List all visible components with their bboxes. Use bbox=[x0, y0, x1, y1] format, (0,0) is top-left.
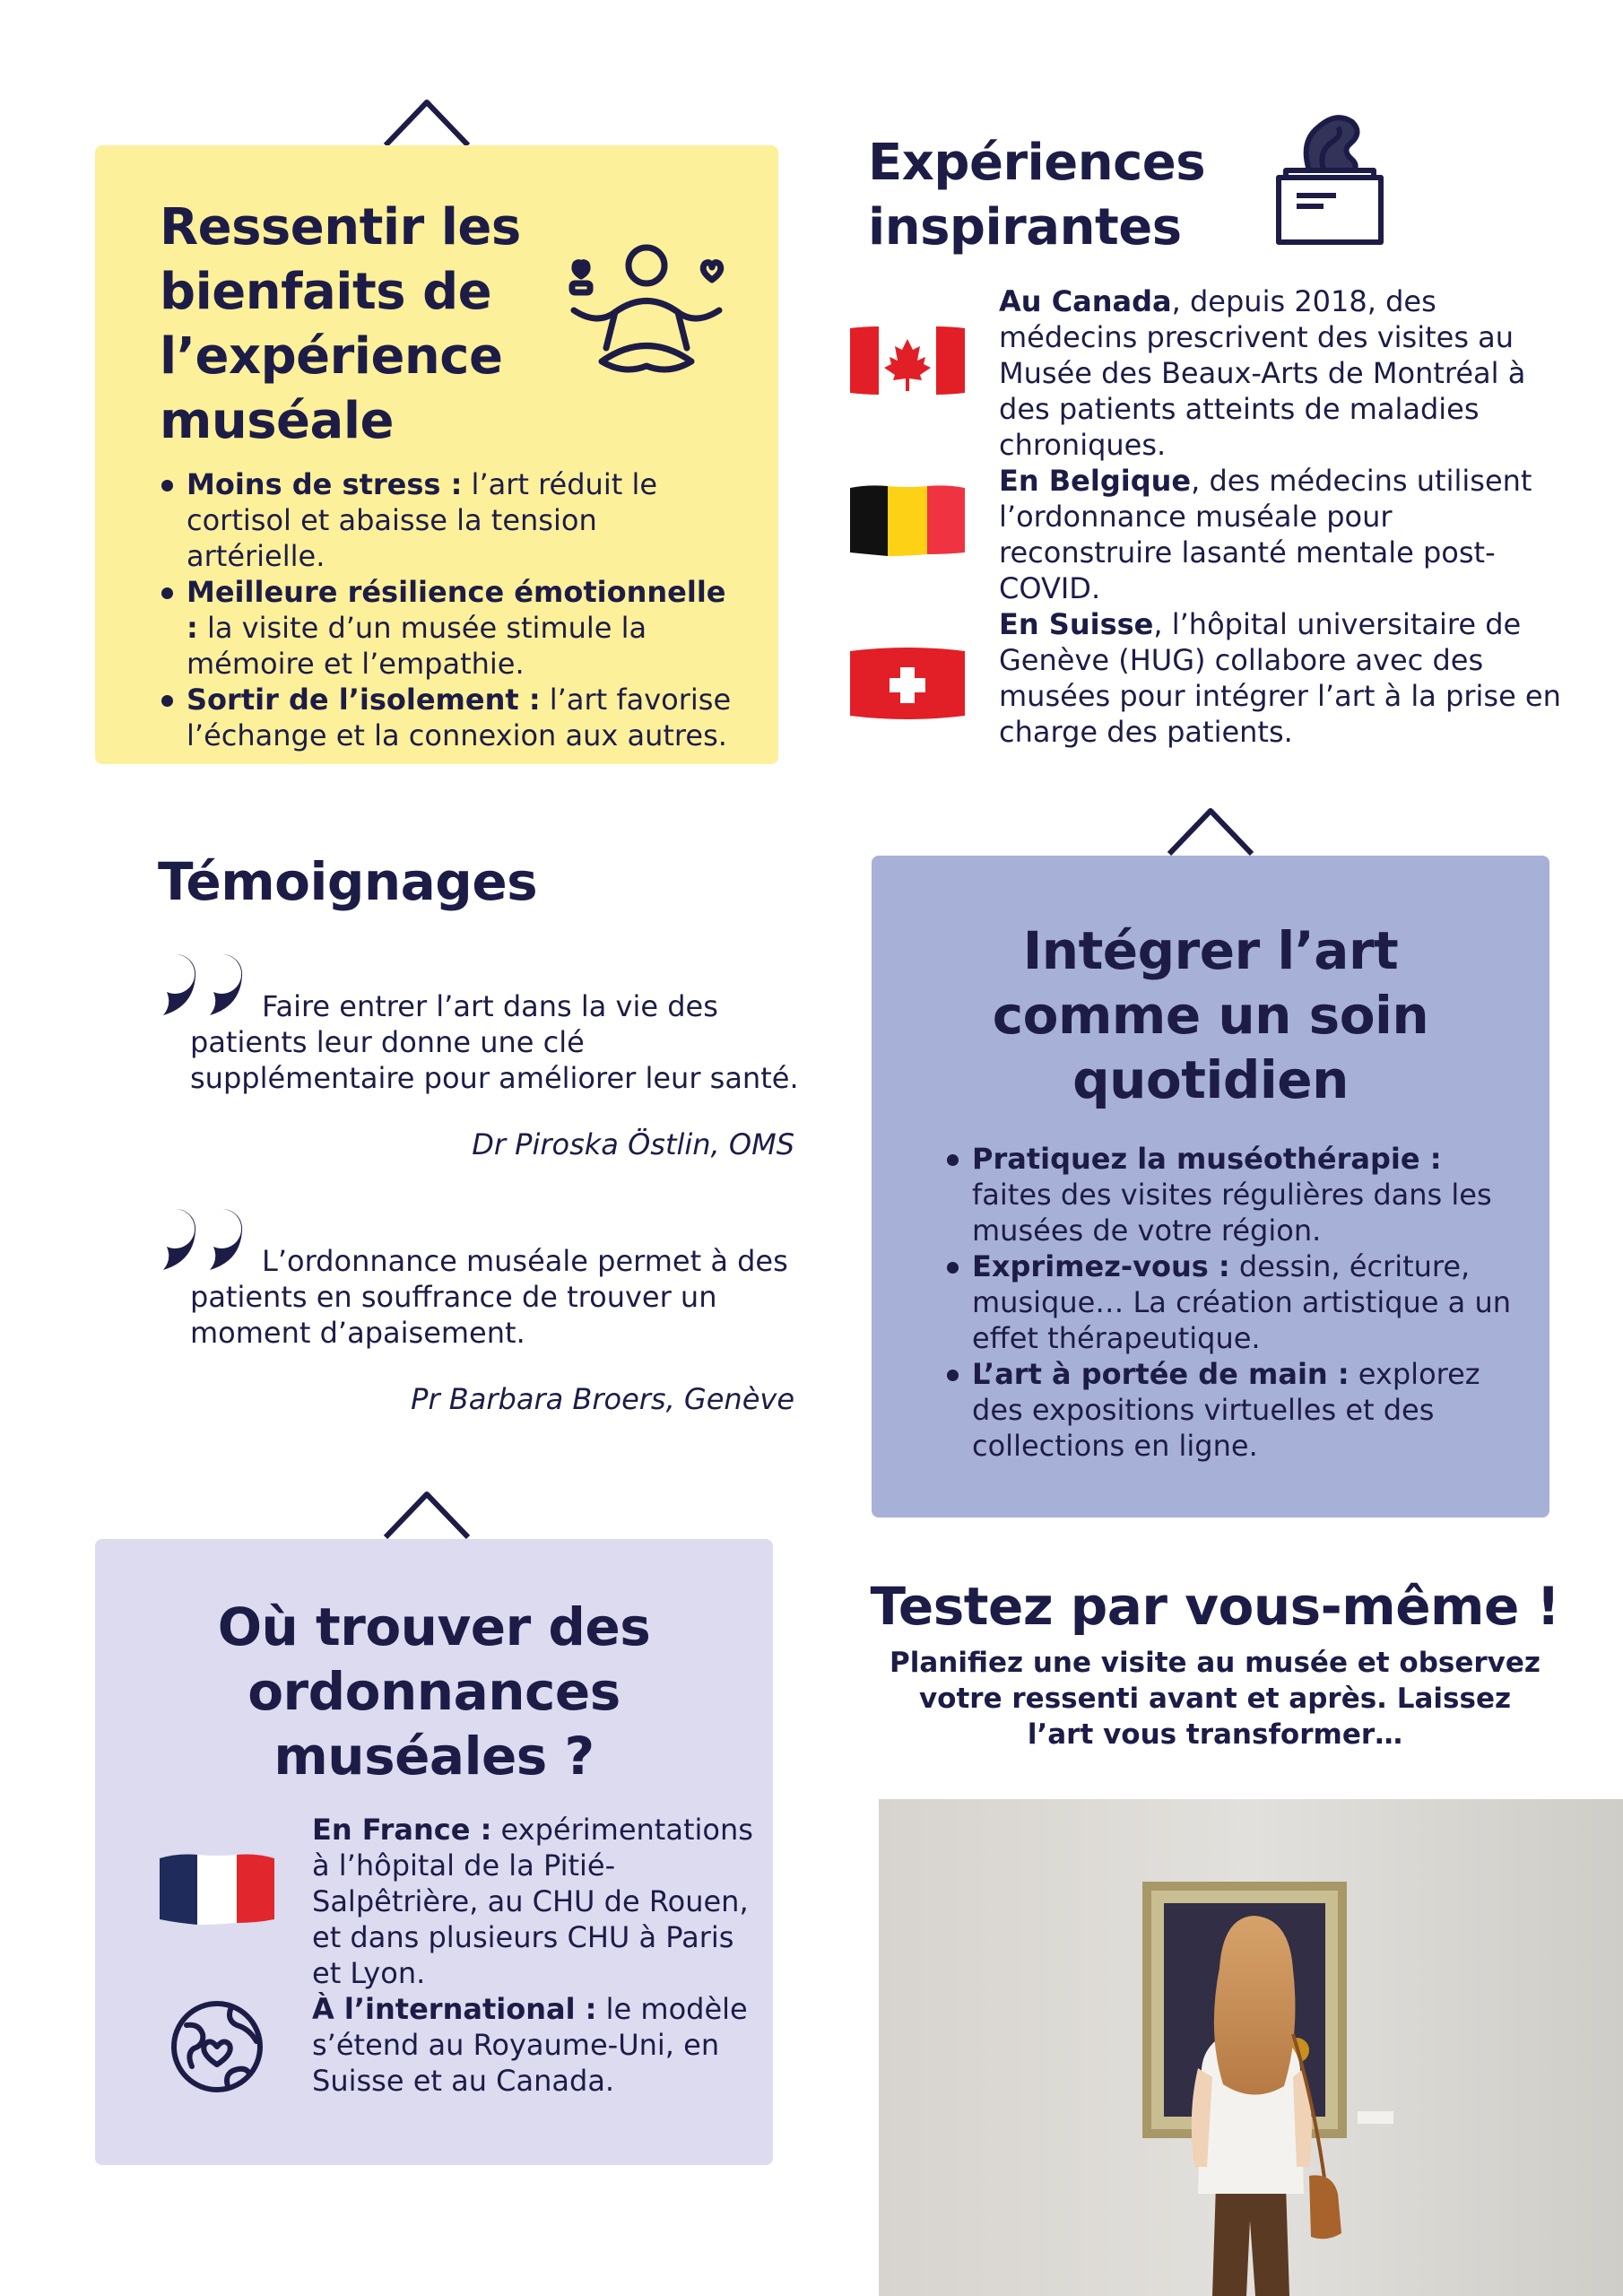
bienfaits-card bbox=[95, 145, 778, 764]
card-hanger-icon bbox=[1166, 805, 1255, 856]
museum-visitor-photo bbox=[879, 1799, 1623, 2296]
canada-flag-icon bbox=[848, 323, 967, 398]
testez-title: Testez par vous-même ! bbox=[870, 1576, 1560, 1637]
list-item: Pratiquez la muséothérapie : faites des visites régulières dans les musées de votre région. bbox=[943, 1141, 1517, 1248]
experience-canada: Au Canada, depuis 2018, des médecins prescrivent des visites au Musée des Beaux-Arts de Montréal à des patients atteints de maladies chroniques. bbox=[999, 284, 1526, 462]
museum-sculpture-icon bbox=[1273, 106, 1386, 248]
bienfaits-list bbox=[158, 466, 732, 753]
list-item: Moins de stress : l’art réduit le cortisol et abaisse la tension artérielle. bbox=[158, 466, 732, 574]
list-item: L’art à portée de main : explorez des expositions virtuelles et des collections en ligne. bbox=[943, 1356, 1517, 1464]
integrer-title: Intégrer l’art comme un soin quotidien bbox=[992, 920, 1429, 1110]
list-item: Sortir de l’isolement : l’art favorise l’échange et la connexion aux autres. bbox=[158, 682, 732, 753]
temoignages-title: Témoignages bbox=[158, 851, 538, 912]
experience-suisse: En Suisse, l’hôpital universitaire de Genève (HUG) collabore avec des musées pour intégrer l’art à la prise en charge des patients. bbox=[999, 607, 1561, 749]
ou-trouver-france: En France : expérimentations à l’hôpital de la Pitié-Salpêtrière, au CHU de Rouen, et dans plusieurs CHU à Paris et Lyon. bbox=[312, 1813, 753, 1990]
integrer-card bbox=[872, 856, 1549, 1518]
integrer-list bbox=[943, 1141, 1517, 1464]
card-hanger-icon bbox=[382, 97, 472, 147]
experience-belgique: En Belgique, des médecins utilisent l’ordonnance muséale pour reconstruire lasanté mentale post-COVID. bbox=[999, 464, 1532, 605]
quote-author: Dr Piroska Östlin, OMS bbox=[472, 1127, 794, 1161]
bienfaits-title: Ressentir les bienfaits de l’expérience muséale bbox=[160, 198, 521, 450]
belgium-flag-icon bbox=[848, 483, 967, 558]
testez-subtitle: Planifiez une visite au musée et observez votre ressenti avant et après. Laissez l’art vous transformer… bbox=[890, 1647, 1541, 1751]
quote-author: Pr Barbara Broers, Genève bbox=[411, 1382, 794, 1416]
meditation-person-icon bbox=[561, 240, 732, 384]
quote-text: Faire entrer l’art dans la vie des patients leur donne une clé supplémentaire pour améliorer leur santé. bbox=[190, 989, 799, 1095]
france-flag-icon bbox=[158, 1851, 276, 1926]
list-item: Meilleure résilience émotionnelle : la visite d’un musée stimule la mémoire et l’empathie. bbox=[158, 574, 732, 682]
experiences-title: Expériences inspirantes bbox=[868, 134, 1206, 257]
ou-trouver-title: Où trouver des ordonnances muséales ? bbox=[217, 1596, 651, 1787]
card-hanger-icon bbox=[382, 1489, 472, 1539]
switzerland-flag-icon bbox=[848, 646, 967, 721]
globe-heart-icon bbox=[169, 1998, 265, 2095]
quote-text: L’ordonnance muséale permet à des patients en souffrance de trouver un moment d’apaisement. bbox=[190, 1244, 788, 1350]
list-item: Exprimez-vous : dessin, écriture, musique… La création artistique a un effet thérapeutique. bbox=[943, 1248, 1517, 1356]
ou-trouver-international: À l’international : le modèle s’étend au Royaume-Uni, en Suisse et au Canada. bbox=[312, 1992, 748, 2098]
ou-trouver-card bbox=[95, 1539, 773, 2165]
